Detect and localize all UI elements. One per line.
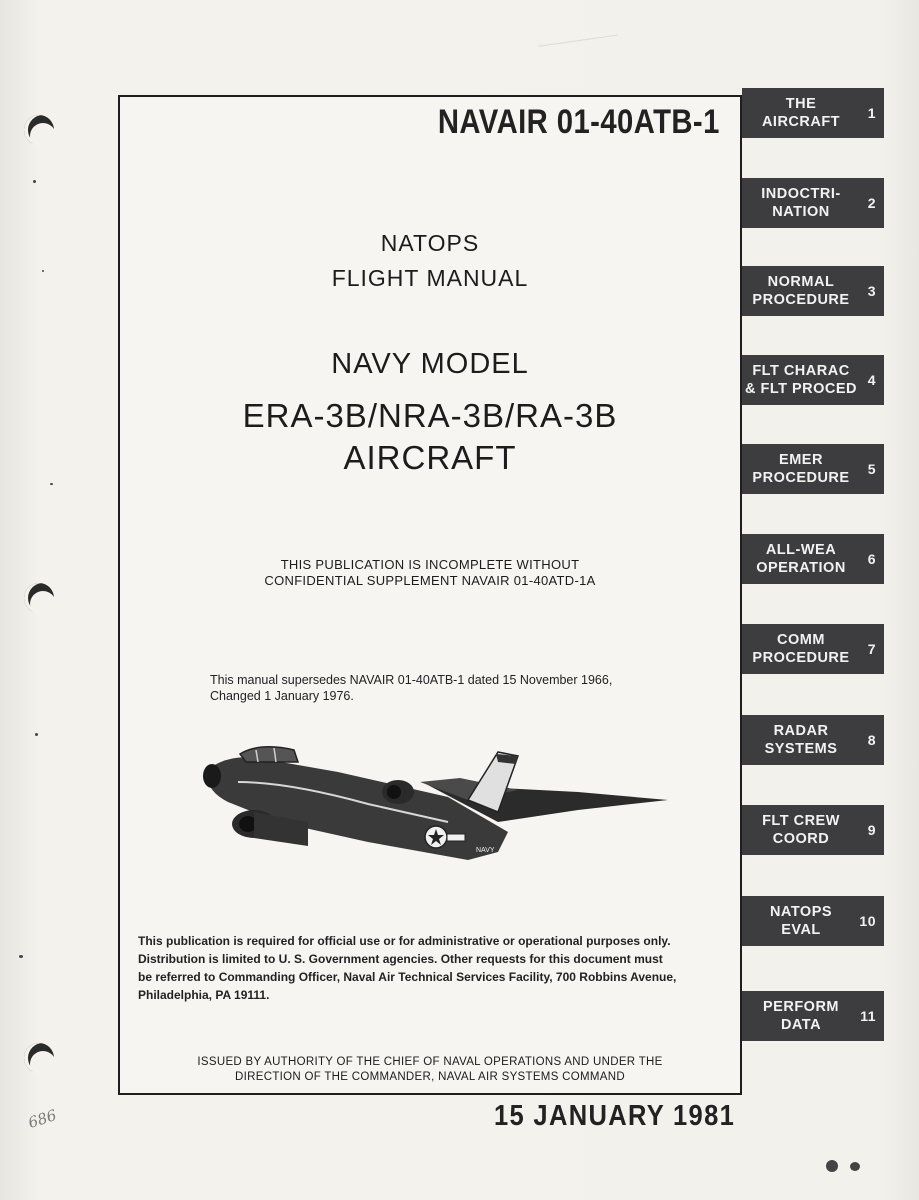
speck-mark <box>42 270 44 272</box>
tab-label-line1: THE <box>785 96 817 112</box>
tab-label-line2: OPERATION <box>756 560 846 576</box>
notice-line-1: THIS PUBLICATION IS INCOMPLETE WITHOUT <box>280 557 580 572</box>
tab-number: 4 <box>867 372 876 388</box>
tab-label-line2: PROCEDURE <box>752 650 850 666</box>
tab-natops-eval[interactable] <box>742 896 884 946</box>
cover-frame <box>118 95 742 1095</box>
tab-label-line2: DATA <box>780 1017 822 1033</box>
tab-label-line1: COMM <box>777 632 825 648</box>
tab-label-line2: COORD <box>772 831 830 847</box>
distribution-line-3: be referred to Commanding Officer, Naval Air Technical Services Facility, 700 Robbins Avenue, <box>138 970 677 984</box>
tab-label-line1: ALL-WEA <box>765 542 837 558</box>
tab-normal-procedure[interactable] <box>742 266 884 316</box>
tab-label-line1: RADAR <box>773 723 829 739</box>
publication-date: 15 JANUARY 1981 <box>494 1100 736 1132</box>
tab-perform-data[interactable] <box>742 991 884 1041</box>
svg-text:NAVY: NAVY <box>476 847 495 854</box>
heading-flight-manual: FLIGHT MANUAL <box>331 265 529 291</box>
navy-model-heading: NAVY MODEL <box>331 348 529 380</box>
tab-label-line1: INDOCTRI- <box>761 186 841 202</box>
distribution-line-2: Distribution is limited to U. S. Government agencies. Other requests for this document must <box>138 952 663 966</box>
tab-number: 7 <box>867 641 876 657</box>
tab-label-line2: PROCEDURE <box>752 292 850 308</box>
heading-natops: NATOPS <box>380 230 480 256</box>
speck-mark <box>35 733 38 736</box>
tab-label-line2: SYSTEMS <box>764 741 838 757</box>
tab-flt-charac-procedures[interactable] <box>742 355 884 405</box>
speck-mark <box>50 483 53 485</box>
tab-number: 5 <box>867 461 876 477</box>
authority-line-1: ISSUED BY AUTHORITY OF THE CHIEF OF NAVAL OPERATIONS AND UNDER THE <box>197 1056 663 1068</box>
aircraft-illustration <box>198 742 678 892</box>
tab-comm-procedure[interactable] <box>742 624 884 674</box>
speck-mark <box>19 955 23 958</box>
tab-number: 9 <box>867 822 876 838</box>
speck-mark <box>33 180 36 183</box>
aircraft-heading: AIRCRAFT <box>343 439 517 476</box>
supersedes-line-1: This manual supersedes NAVAIR 01-40ATB-1 dated 15 November 1966, <box>210 673 613 687</box>
punch-hole-middle <box>24 583 54 613</box>
tab-label-line2: & FLT PROCED <box>744 381 858 397</box>
tab-label-line1: NATOPS <box>769 904 833 920</box>
tab-number: 10 <box>859 913 876 929</box>
tab-label-line1: FLT CHARAC <box>752 363 850 379</box>
tab-label-line1: EMER <box>779 452 823 468</box>
notice-line-2: CONFIDENTIAL SUPPLEMENT NAVAIR 01-40ATD-1A <box>264 573 596 588</box>
tab-emer-procedure[interactable] <box>742 444 884 494</box>
bullet-dot-mark <box>850 1162 860 1171</box>
punch-hole-top <box>24 115 54 145</box>
tab-label-line1: PERFORM <box>763 999 839 1015</box>
bullet-dot-mark <box>826 1160 838 1172</box>
tab-radar-systems[interactable] <box>742 715 884 765</box>
punch-hole-bottom <box>24 1043 54 1073</box>
tab-number: 3 <box>867 283 876 299</box>
authority-line-2: DIRECTION OF THE COMMANDER, NAVAL AIR SYSTEMS COMMAND <box>235 1071 625 1083</box>
distribution-line-4: Philadelphia, PA 19111. <box>138 988 270 1002</box>
tab-flt-crew-coord[interactable] <box>742 805 884 855</box>
supersedes-line-2: Changed 1 January 1976. <box>210 689 354 703</box>
margin-handwritten-note: 686 <box>25 1106 59 1132</box>
tab-number: 1 <box>867 105 876 121</box>
aircraft-designations: ERA-3B/NRA-3B/RA-3B <box>242 397 618 434</box>
tab-label-line2: NATION <box>772 204 830 220</box>
tab-label-line2: AIRCRAFT <box>761 114 841 130</box>
tab-label-line2: PROCEDURE <box>752 470 850 486</box>
tab-all-wea-operation[interactable] <box>742 534 884 584</box>
distribution-line-1: This publication is required for official use or for administrative or operational purposes only. <box>138 934 671 948</box>
tab-number: 2 <box>867 195 876 211</box>
tab-the-aircraft[interactable] <box>742 88 884 138</box>
document-number: NAVAIR 01-40ATB-1 <box>438 103 720 141</box>
tab-number: 6 <box>867 551 876 567</box>
tab-label-line1: NORMAL <box>767 274 835 290</box>
tab-number: 11 <box>860 1008 876 1024</box>
tab-indoctrination[interactable] <box>742 178 884 228</box>
tab-label-line1: FLT CREW <box>762 813 840 829</box>
tab-label-line2: EVAL <box>781 922 821 938</box>
tab-number: 8 <box>867 732 876 748</box>
